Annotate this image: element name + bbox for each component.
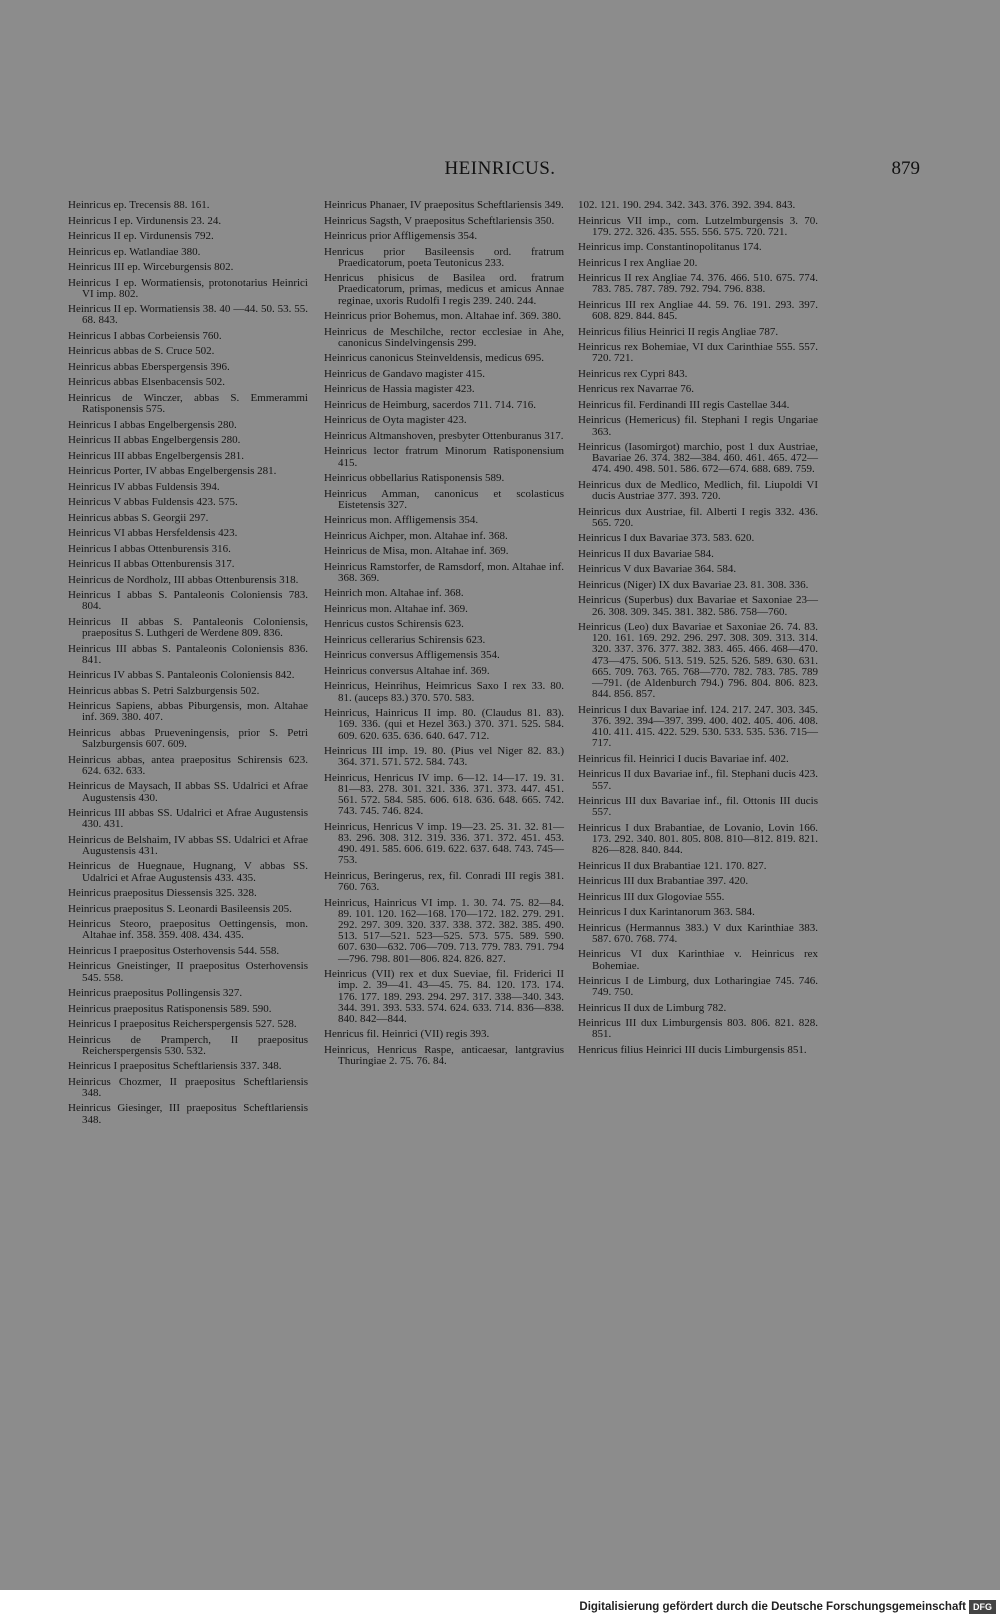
index-entry: Heinricus praepositus Diessensis 325. 328. (68, 887, 257, 900)
index-entry: Heinricus I dux Karintanorum 363. 584. (578, 906, 755, 919)
index-entry: Heinricus V abbas Fuldensis 423. 575. (68, 496, 238, 509)
index-entry: Henricus filius Heinrici III ducis Limburgensis 851. (578, 1043, 807, 1056)
index-entry: Heinricus III imp. 19. 80. (Pius vel Niger 82. 83.) 364. 371. 571. 572. 584. 743. (324, 745, 564, 769)
index-entry: 102. 121. 190. 294. 342. 343. 376. 392. 394. 843. (578, 199, 796, 211)
index-entry: Heinricus Porter, IV abbas Engelbergensis 281. (68, 465, 277, 478)
index-entry: Heinricus III abbas S. Pantaleonis Coloniensis 836. 841. (68, 642, 308, 666)
index-entry: Heinricus filius Heinrici II regis Angliae 787. (578, 325, 779, 338)
index-entry: Heinricus II rex Angliae 74. 376. 466. 510. 675. 774. 783. 785. 787. 789. 792. 794. 796. 838. (578, 272, 818, 296)
index-entry: Heinricus I de Limburg, dux Lotharingiae 745. 746. 749. 750. (578, 975, 818, 999)
index-entry: Heinricus prior Affligemensis 354. (324, 230, 478, 242)
index-entry: Heinricus abbas Eberspergensis 396. (68, 360, 230, 373)
index-entry: Heinricus III rex Angliae 44. 59. 76. 191. 293. 397. 608. 829. 844. 845. (578, 298, 818, 323)
index-entry: Heinricus de Pramperch, II praepositus Reicherspergensis 530. 532. (68, 1033, 308, 1057)
index-entry: Heinricus de Heimburg, sacerdos 711. 714. 716. (324, 398, 537, 411)
index-entry: Heinricus II dux Bavariae inf., fil. Stephani ducis 423. 557. (578, 768, 818, 792)
index-entry: Heinricus II abbas Ottenburensis 317. (68, 558, 235, 571)
index-entry: Heinricus (Hemericus) fil. Stephani I regis Ungariae 363. (578, 414, 818, 438)
index-entry: Heinricus de Meschilche, rector ecclesiae in Ahe, canonicus Sindelvingensis 299. (324, 325, 564, 349)
index-entry: Heinricus de Oyta magister 423. (324, 414, 467, 427)
index-entry: Heinricus III abbas SS. Udalrici et Afrae Augustensis 430. 431. (68, 807, 308, 831)
index-entry: Heinricus Phanaer, IV praepositus Scheftlariensis 349. (324, 199, 564, 211)
index-entry: Heinricus I dux Bavariae inf. 124. 217. 247. 303. 345. 376. 392. 394—397. 399. 400. 402. 405. 406. 408. 410. 411. 415. 422. 529. 530. 533. 535. 536. 715—717. (578, 703, 818, 750)
index-entry: Henricus phisicus de Basilea ord. fratrum Praedicatorum, primas, medicus et amicus Annae reginae, uxoris Rudolfi I regis 239. 240. 244. (324, 272, 564, 307)
index-entry: Heinricus, Heinrihus, Heimricus Saxo I rex 33. 80. 81. (auceps 83.) 370. 570. 583. (324, 680, 564, 704)
page-header-title: HEINRICUS. (444, 158, 556, 179)
index-entry: Heinricus imp. Constantinopolitanus 174. (578, 241, 762, 254)
index-entry: Heinricus V dux Bavariae 364. 584. (578, 563, 737, 576)
index-entry: Heinricus (Niger) IX dux Bavariae 23. 81. 308. 336. (578, 578, 809, 591)
index-entry: Heinricus dux Austriae, fil. Alberti I regis 332. 436. 565. 720. (578, 505, 818, 529)
index-entry: Heinricus I dux Bavariae 373. 583. 620. (578, 532, 755, 545)
index-entry: Heinricus III dux Limburgensis 803. 806. 821. 828. 851. (578, 1017, 818, 1041)
index-entry: Henricus custos Schirensis 623. (324, 618, 464, 631)
index-entry: Heinricus (Leo) dux Bavariae et Saxoniae 26. 74. 83. 120. 161. 169. 292. 296. 297. 308. 309. 313. 314. 320. 337. 376. 377. 382. 383. 465. 466. 468—470. 473—475. 506. 513. 519. 525. 526. 589. 630. 631. 665. 709. 763. 765. 768—770. 782. 783. 785. 789—791. (de Aldenburch 794.) 796. 804. 806. 823. 844. 856. 857. (578, 621, 818, 701)
index-entry: Heinricus abbas de S. Cruce 502. (68, 345, 215, 358)
index-entry: Heinricus II abbas Engelbergensis 280. (68, 434, 241, 447)
index-entry: Heinricus (Iasomirgot) marchio, post 1 dux Austriae, Bavariae 26. 374. 382—384. 460. 461. 465. 472—474. 490. 498. 501. 586. 672—674. 688. 689. 759. (578, 441, 818, 476)
index-entry: Heinricus conversus Altahae inf. 369. (324, 664, 490, 677)
index-entry: Heinricus abbas, antea praepositus Schirensis 623. 624. 632. 633. (68, 753, 308, 777)
index-entry: Heinricus rex Cypri 843. (578, 367, 688, 380)
index-entry: Heinricus abbas Prueveningensis, prior S. Petri Salzburgensis 607. 609. (68, 726, 308, 751)
index-entry: Heinricus I abbas Ottenburensis 316. (68, 542, 231, 555)
index-entry: Heinricus II dux Bavariae 584. (578, 547, 714, 560)
index-entry: Heinricus IV abbas S. Pantaleonis Coloniensis 842. (68, 669, 295, 682)
index-entry: Heinricus II ep. Wormatiensis 38. 40 —44. 50. 53. 55. 68. 843. (68, 303, 308, 327)
index-column-1 (68, 200, 308, 1130)
index-entry: Heinricus fil. Heinrici I ducis Bavariae inf. 402. (578, 752, 789, 765)
index-entry: Heinricus I ep. Wormatiensis, protonotarius Heinrici VI imp. 802. (68, 276, 308, 300)
index-entry: Heinricus (VII) rex et dux Sueviae, fil. Friderici II imp. 2. 39—41. 43—45. 75. 84. 120. 173. 174. 176. 177. 189. 293. 294. 297. 317. 338—340. 343. 344. 391. 393. 533. 574. 624. 633. 714. 836—838. 840. 842—844. (324, 968, 564, 1025)
index-entry: Heinricus III ep. Wirceburgensis 802. (68, 261, 234, 273)
index-entry: Heinricus II abbas S. Pantaleonis Coloniensis, praepositus S. Luthgeri de Werdene 809. 836. (68, 615, 308, 640)
index-entry: Henricus fil. Heinrici (VII) regis 393. (324, 1028, 490, 1041)
index-entry: Heinricus III dux Bavariae inf., fil. Ottonis III ducis 557. (578, 795, 818, 819)
index-entry: Heinricus abbas Elsenbacensis 502. (68, 376, 226, 389)
index-entry: Heinricus Steoro, praepositus Oettingensis, mon. Altahae inf. 358. 359. 408. 434. 435. (68, 918, 308, 942)
page-number: 879 (891, 158, 920, 179)
index-entry: Heinricus Sapiens, abbas Piburgensis, mon. Altahae inf. 369. 380. 407. (68, 700, 308, 724)
dfg-logo: DFG (969, 1600, 996, 1614)
index-entry: Heinricus Altmanshoven, presbyter Ottenburanus 317. (324, 429, 564, 442)
index-entry: Heinricus abbas S. Georgii 297. (68, 511, 209, 524)
index-entry: Heinricus canonicus Steinveldensis, medicus 695. (324, 352, 544, 365)
index-entry: Heinricus de Misa, mon. Altahae inf. 369. (324, 545, 509, 558)
index-entry: Heinricus I abbas Corbeiensis 760. (68, 329, 222, 342)
index-entry: Heinricus ep. Trecensis 88. 161. (68, 199, 210, 211)
index-entry: Heinricus obbellarius Ratisponensis 589. (324, 472, 505, 485)
index-entry: Heinricus Sagsth, V praepositus Scheftlariensis 350. (324, 214, 555, 227)
index-entry: Heinricus, Henricus Raspe, anticaesar, lantgravius Thuringiae 2. 75. 76. 84. (324, 1043, 564, 1068)
index-entry: Heinricus I dux Brabantiae, de Lovanio, Lovin 166. 173. 292. 340. 801. 805. 808. 810—812. 819. 821. 826—828. 840. 844. (578, 821, 818, 857)
index-entry: Heinricus de Nordholz, III abbas Ottenburensis 318. (68, 573, 299, 586)
index-entry: Heinricus I ep. Virdunensis 23. 24. (68, 214, 222, 227)
index-entry: Heinricus cellerarius Schirensis 623. (324, 633, 486, 646)
index-entry: Henricus prior Basileensis ord. fratrum Praedicatorum, poeta Teutonicus 233. (324, 245, 564, 269)
index-entry: Heinricus prior Bohemus, mon. Altahae inf. 369. 380. (324, 310, 562, 323)
index-entry: Heinricus II dux Brabantiae 121. 170. 827. (578, 859, 767, 872)
index-entry: Heinricus de Belshaim, IV abbas SS. Udalrici et Afrae Augustensis 431. (68, 833, 308, 857)
index-entry: Heinricus I abbas Engelbergensis 280. (68, 418, 237, 431)
index-entry: Heinricus de Huegnaue, Hugnang, V abbas SS. Udalrici et Afrae Augustensis 433. 435. (68, 860, 308, 884)
index-entry: Heinricus (Superbus) dux Bavariae et Saxoniae 23—26. 308. 309. 345. 381. 382. 586. 758—760. (578, 594, 818, 618)
index-entry: Heinricus VI abbas Hersfeldensis 423. (68, 527, 238, 540)
index-entry: Heinricus III dux Glogoviae 555. (578, 890, 725, 903)
index-column-2 (324, 200, 564, 1072)
index-entry: Heinricus de Gandavo magister 415. (324, 367, 485, 380)
index-entry: Heinricus praepositus Pollingensis 327. (68, 987, 243, 1000)
index-entry: Heinricus Giesinger, III praepositus Scheftlariensis 348. (68, 1102, 308, 1126)
index-entry: Heinricus VI dux Karinthiae v. Heinricus rex Bohemiae. (578, 948, 818, 972)
index-entry: Heinricus praepositus S. Leonardi Basileensis 205. (68, 902, 292, 915)
index-entry: Heinricus de Winczer, abbas S. Emmerammi Ratisponensis 575. (68, 391, 308, 416)
index-entry: Heinricus (Hermannus 383.) V dux Karinthiae 383. 587. 670. 768. 774. (578, 921, 818, 945)
index-column-3 (578, 200, 818, 1060)
index-entry: Heinricus praepositus Ratisponensis 589. 590. (68, 1002, 272, 1015)
index-entry: Heinricus III abbas Engelbergensis 281. (68, 449, 245, 462)
index-entry: Heinricus II dux de Limburg 782. (578, 1001, 727, 1014)
index-entry: Heinricus, Henricus V imp. 19—23. 25. 31. 32. 81—83. 296. 308. 312. 319. 336. 371. 372. 451. 453. 490. 491. 585. 606. 619. 622. 637. 648. 743. 745—753. (324, 820, 564, 867)
index-entry: Heinricus mon. Affligemensis 354. (324, 514, 479, 527)
index-entry: Heinricus ep. Watlandiae 380. (68, 245, 201, 258)
index-entry: Heinricus Gneistinger, II praepositus Osterhovensis 545. 558. (68, 960, 308, 984)
index-entry: Heinricus conversus Affligemensis 354. (324, 649, 500, 662)
index-entry: Heinricus I rex Angliae 20. (578, 256, 698, 269)
index-entry: Heinricus Amman, canonicus et scolasticus Eistetensis 327. (324, 487, 564, 511)
index-entry: Heinricus de Maysach, II abbas SS. Udalrici et Afrae Augustensis 430. (68, 780, 308, 804)
index-entry: Heinricus Ramstorfer, de Ramsdorf, mon. Altahae inf. 368. 369. (324, 560, 564, 584)
index-entry: Heinricus I praepositus Osterhovensis 544. 558. (68, 944, 280, 957)
index-entry: Heinricus II ep. Virdunensis 792. (68, 230, 214, 242)
index-entry: Heinricus lector fratrum Minorum Ratisponensium 415. (324, 445, 564, 469)
index-entry: Heinricus abbas S. Petri Salzburgensis 502. (68, 684, 260, 697)
index-entry: Heinricus VII imp., com. Lutzelmburgensis 3. 70. 179. 272. 326. 435. 555. 556. 575. 720. 721. (578, 214, 818, 238)
funding-credit: Digitalisierung gefördert durch die Deutsche Forschungsgemeinschaft (579, 1601, 966, 1613)
index-entry: Heinricus, Beringerus, rex, fil. Conradi III regis 381. 760. 763. (324, 869, 564, 894)
index-entry: Heinricus, Hainricus VI imp. 1. 30. 74. 75. 82—84. 89. 101. 120. 162—168. 170—172. 182. 279. 291. 292. 297. 309. 320. 337. 338. 372. 382. 385. 490. 513. 517—521. 523—525. 573. 575. 589. 590. 607. 630—632. 706—709. 713. 779. 783. 791. 794—796. 798. 801—806. 824. 826. 827. (324, 896, 564, 965)
index-entry: Heinricus rex Bohemiae, VI dux Carinthiae 555. 557. 720. 721. (578, 341, 818, 365)
index-entry: Heinricus Chozmer, II praepositus Scheftlariensis 348. (68, 1075, 308, 1099)
index-entry: Heinricus dux de Medlico, Medlich, fil. Liupoldi VI ducis Austriae 377. 393. 720. (578, 478, 818, 503)
index-entry: Heinricus, Henricus IV imp. 6—12. 14—17. 19. 31. 81—83. 278. 301. 321. 336. 371. 373. 447. 451. 561. 572. 584. 585. 606. 618. 636. 648. 665. 742. 743. 745. 746. 824. (324, 771, 564, 818)
index-entry: Heinricus, Hainricus II imp. 80. (Claudus 81. 83). 169. 336. (qui et Hezel 363.) 370. 371. 525. 584. 609. 620. 635. 636. 640. 647. 712. (324, 707, 564, 742)
index-entry: Henricus rex Navarrae 76. (578, 383, 695, 396)
index-entry: Heinricus I praepositus Reicherspergensis 527. 528. (68, 1018, 297, 1031)
index-entry: Heinricus I praepositus Scheftlariensis 337. 348. (68, 1060, 282, 1073)
index-entry: Heinricus fil. Ferdinandi III regis Castellae 344. (578, 398, 790, 411)
footer-bar (0, 1590, 1000, 1623)
index-entry: Heinricus I abbas S. Pantaleonis Coloniensis 783. 804. (68, 589, 308, 613)
index-entry: Heinricus IV abbas Fuldensis 394. (68, 480, 220, 493)
index-entry: Heinricus mon. Altahae inf. 369. (324, 602, 468, 615)
index-entry: Heinricus de Hassia magister 423. (324, 383, 475, 396)
index-entry: Heinricus Aichper, mon. Altahae inf. 368. (324, 529, 508, 542)
index-entry: Heinricus III dux Brabantiae 397. 420. (578, 875, 749, 888)
index-entry: Heinrich mon. Altahae inf. 368. (324, 587, 464, 600)
